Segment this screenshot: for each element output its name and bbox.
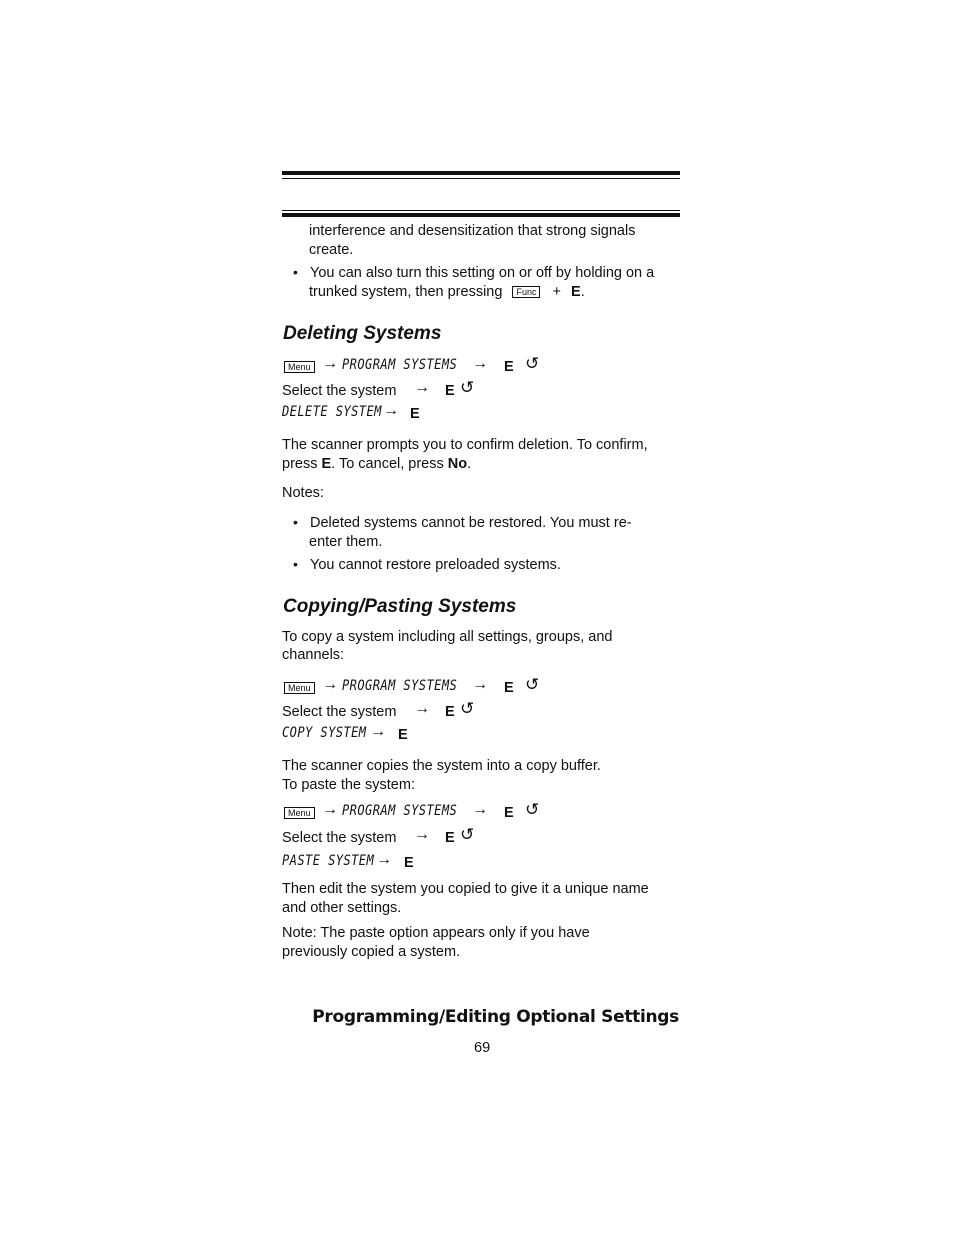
intro-bullet-line-2 (309, 283, 585, 302)
plus-sign: + (552, 284, 561, 300)
bullet-icon: • (293, 264, 298, 280)
arrow-icon: → (370, 723, 386, 740)
arrow-icon: → (414, 826, 430, 843)
section-rule-thick (282, 213, 680, 217)
cycle-icon: ↺ (460, 378, 475, 397)
menu-key-icon: Menu (284, 807, 315, 819)
copy-seq-menu-row (283, 676, 583, 698)
para-text: . To cancel, press (331, 456, 448, 472)
delete-seq-menu-row (283, 355, 583, 377)
arrow-icon: → (322, 801, 338, 818)
arrow-icon: → (472, 355, 488, 372)
copy-intro-line-2: channels: (282, 647, 345, 663)
copy-seq-action-row (282, 724, 582, 746)
intro-line-2: create. (309, 242, 354, 258)
cycle-icon: ↺ (525, 800, 540, 819)
e-key: E (445, 704, 455, 720)
arrow-icon: → (376, 851, 392, 868)
delete-seq-action-row (282, 403, 582, 425)
arrow-icon: → (383, 402, 399, 419)
deleting-systems-heading: Deleting Systems (283, 323, 442, 344)
cycle-icon: ↺ (460, 699, 475, 718)
notes-label: Notes: (282, 485, 324, 501)
delete-seq-select-row (282, 380, 582, 402)
arrow-icon: → (414, 379, 430, 396)
copy-para-1: The scanner copies the system into a copy buffer. (282, 758, 601, 774)
program-systems-lcd: PROGRAM SYSTEMS (342, 357, 458, 373)
program-systems-lcd: PROGRAM SYSTEMS (342, 678, 458, 694)
select-system-text: Select the system (282, 830, 397, 846)
note-2: You cannot restore preloaded systems. (310, 557, 561, 573)
para-text: press (282, 456, 322, 472)
e-key: E (571, 284, 581, 300)
menu-key-icon: Menu (284, 682, 315, 694)
e-key: E (504, 805, 514, 821)
section-rule-thin (282, 210, 680, 211)
intro-line-1: interference and desensitization that strong signals (309, 223, 636, 239)
cycle-icon: ↺ (460, 825, 475, 844)
e-key: E (504, 359, 514, 375)
e-key: E (445, 383, 455, 399)
arrow-icon: → (414, 700, 430, 717)
delete-system-lcd: DELETE SYSTEM (282, 404, 382, 420)
cycle-icon: ↺ (525, 675, 540, 694)
then-line-1: Then edit the system you copied to give it a unique name (282, 881, 649, 897)
copying-pasting-heading: Copying/Pasting Systems (283, 596, 517, 617)
header-rule-thick (282, 171, 680, 175)
select-system-text: Select the system (282, 704, 397, 720)
paste-seq-menu-row (283, 801, 583, 823)
e-key: E (398, 727, 408, 743)
program-systems-lcd: PROGRAM SYSTEMS (342, 803, 458, 819)
e-key: E (404, 855, 414, 871)
delete-para-line-1: The scanner prompts you to confirm deletion. To confirm, (282, 437, 648, 453)
menu-key-icon: Menu (284, 361, 315, 373)
copy-intro-line-1: To copy a system including all settings, groups, and (282, 629, 613, 645)
func-key-icon: Func (512, 286, 540, 298)
e-key: E (321, 456, 332, 472)
header-rule-thin (282, 178, 680, 179)
arrow-icon: → (322, 355, 338, 372)
paste-note-line-1: Note: The paste option appears only if you have (282, 925, 590, 941)
period: . (467, 456, 472, 472)
cycle-icon: ↺ (525, 354, 540, 373)
delete-para-line-2 (282, 455, 471, 474)
paste-seq-action-row (282, 852, 582, 874)
arrow-icon: → (472, 676, 488, 693)
e-key: E (504, 680, 514, 696)
paste-system-lcd: PASTE SYSTEM (282, 853, 375, 869)
paste-note-line-2: previously copied a system. (282, 944, 461, 960)
paste-seq-select-row (282, 827, 582, 849)
then-line-2: and other settings. (282, 900, 402, 916)
page-number: 69 (474, 1040, 491, 1056)
copy-para-2: To paste the system: (282, 777, 415, 793)
note-1-line-1: Deleted systems cannot be restored. You must re- (310, 515, 632, 531)
arrow-icon: → (322, 676, 338, 693)
select-system-text: Select the system (282, 383, 397, 399)
period: . (580, 284, 585, 300)
intro-bullet-text: trunked system, then pressing (309, 284, 503, 300)
arrow-icon: → (472, 801, 488, 818)
bullet-icon: • (293, 514, 298, 530)
no-key: No (447, 456, 468, 472)
e-key: E (410, 406, 420, 422)
footer-section-title: Programming/Editing Optional Settings (312, 1007, 679, 1027)
note-1-line-2: enter them. (309, 534, 383, 550)
copy-seq-select-row (282, 701, 582, 723)
copy-system-lcd: COPY SYSTEM (282, 725, 367, 741)
bullet-icon: • (293, 556, 298, 572)
e-key: E (445, 830, 455, 846)
intro-bullet-line-1: You can also turn this setting on or off by holding on a (310, 265, 655, 281)
